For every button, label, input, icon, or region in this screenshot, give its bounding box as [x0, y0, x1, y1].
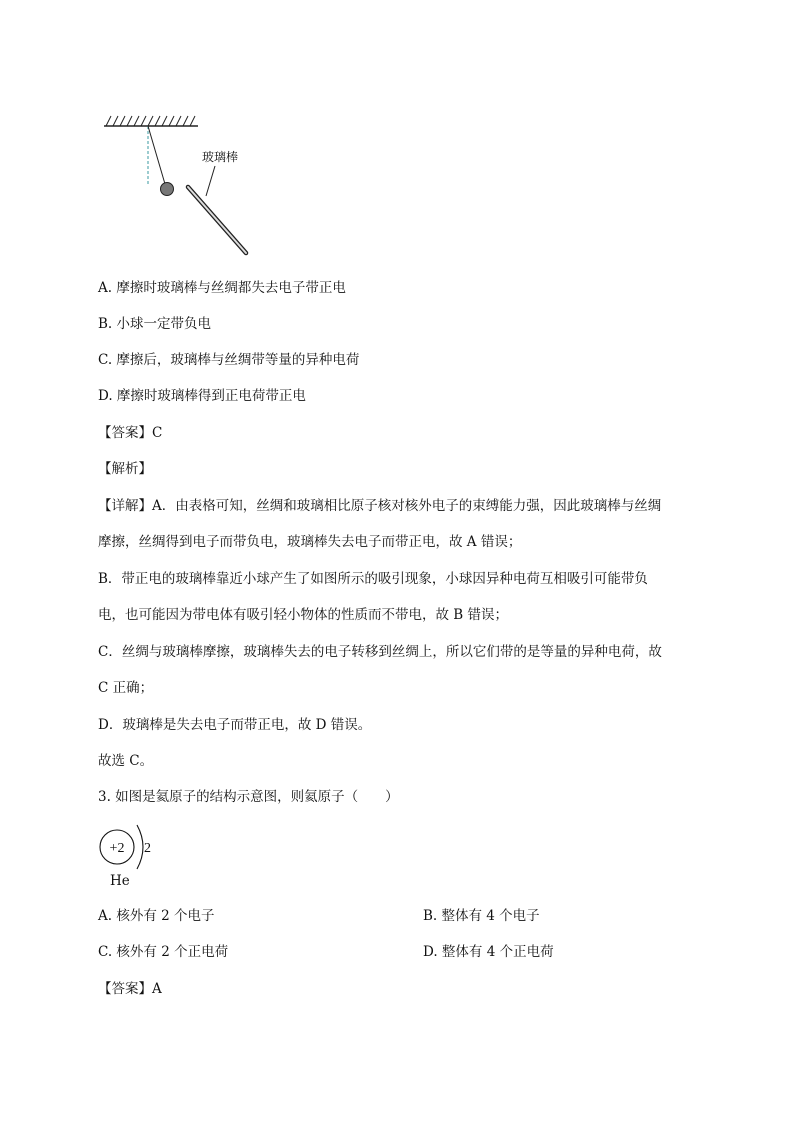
nucleus-charge: +2 — [109, 841, 125, 856]
q3-option-c: C. 核外有 2 个正电荷 — [98, 944, 229, 960]
q3-option-a: A. 核外有 2 个电子 — [98, 908, 215, 924]
q2-answer: 【答案】C — [98, 425, 163, 441]
analysis-line: 摩擦，丝绸得到电子而带负电，玻璃棒失去电子而带正电，故 A 错误； — [98, 534, 522, 550]
q3-question: 3. 如图是氦原子的结构示意图，则氦原子（ ） — [98, 789, 399, 805]
q2-option-a: A. 摩擦时玻璃棒与丝绸都失去电子带正电 — [98, 280, 346, 296]
analysis-line: 电，也可能因为带电体有吸引轻小物体的性质而不带电，故 B 错误； — [98, 607, 509, 623]
helium-atom-diagram — [96, 822, 166, 892]
q3-answer: 【答案】A — [98, 981, 162, 997]
q2-analysis-title: 【解析】 — [98, 461, 152, 477]
ceiling-hatching — [106, 116, 195, 126]
atom-symbol: He — [110, 873, 130, 889]
shell-electron-count: 2 — [144, 841, 151, 856]
analysis-line: B．带正电的玻璃棒靠近小球产生了如图所示的吸引现象，小球因异种电荷互相吸引可能带负 — [98, 571, 648, 587]
q2-conclusion: 故选 C。 — [98, 753, 154, 769]
q2-option-c: C. 摩擦后，玻璃棒与丝绸带等量的异种电荷 — [98, 352, 360, 368]
pendulum-rod-diagram — [98, 110, 258, 260]
analysis-line: C 正确； — [98, 680, 154, 696]
analysis-line: 【详解】A．由表格可知，丝绸和玻璃相比原子核对核外电子的束缚能力强，因此玻璃棒与丝绸 — [98, 498, 662, 514]
analysis-line: C．丝绸与玻璃棒摩擦，玻璃棒失去的电子转移到丝绸上，所以它们带的是等量的异种电荷，故 — [98, 644, 662, 660]
ball — [161, 183, 174, 196]
q3-option-b: B. 整体有 4 个电子 — [423, 908, 540, 924]
analysis-line: D．玻璃棒是失去电子而带正电，故 D 错误。 — [98, 717, 372, 733]
q2-option-d: D. 摩擦时玻璃棒得到正电荷带正电 — [98, 388, 306, 404]
glass-rod-inner — [188, 187, 246, 253]
rod-label: 玻璃棒 — [202, 150, 239, 164]
thread — [148, 126, 165, 184]
q3-option-d: D. 整体有 4 个正电荷 — [423, 944, 554, 960]
q2-option-b: B. 小球一定带负电 — [98, 316, 212, 332]
label-leader-line — [206, 166, 215, 196]
electron-shell-arc — [137, 825, 143, 869]
